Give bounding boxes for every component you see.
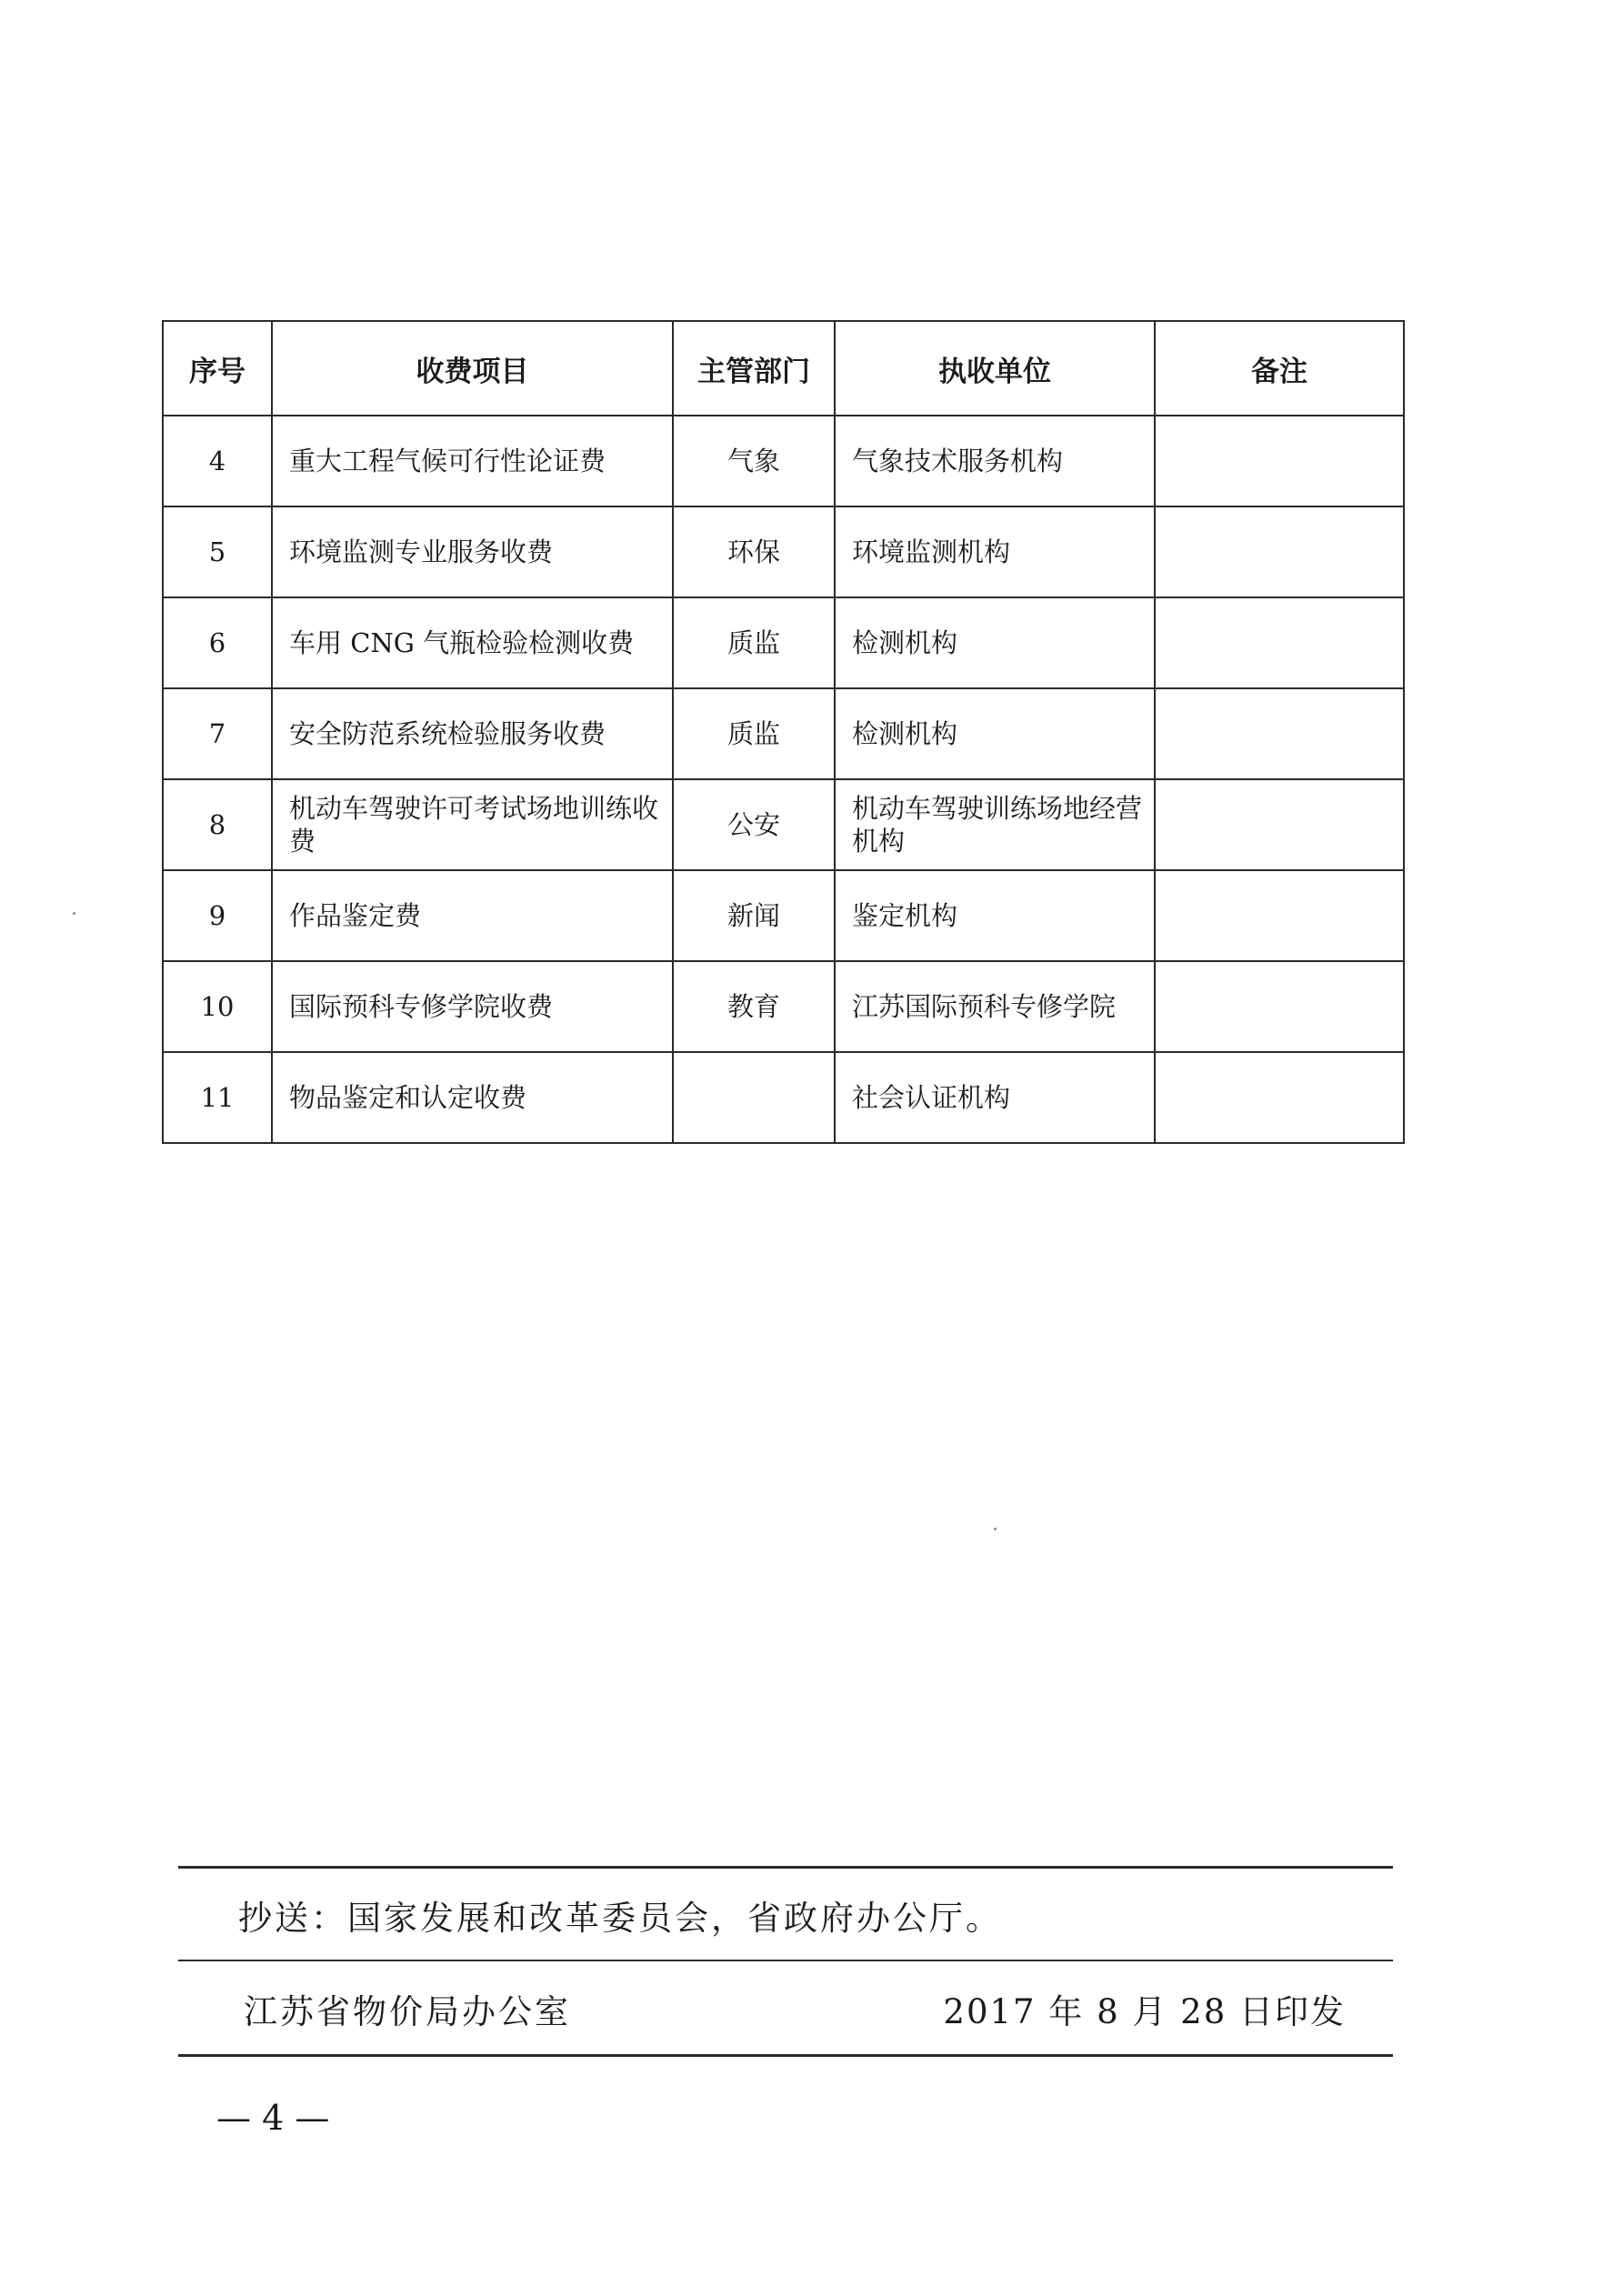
- row-note: [1155, 506, 1404, 597]
- cc-line: 抄送：国家发展和改革委员会，省政府办公厅。: [238, 1899, 1002, 1938]
- row-department: 气象: [673, 416, 835, 506]
- footer-bottom-rule: [178, 2054, 1393, 2057]
- row-department: [673, 1052, 835, 1143]
- row-collecting-unit: 机动车驾驶训练场地经营机构: [835, 779, 1155, 870]
- table-header-row: [163, 321, 1404, 416]
- issue-date: 2017 年 8 月 28 日印发: [943, 1992, 1346, 2031]
- header-note: 备注: [1155, 321, 1404, 416]
- row-note: [1155, 597, 1404, 688]
- row-fee-item: 安全防范系统检验服务收费: [272, 688, 673, 779]
- row-department: 公安: [673, 779, 835, 870]
- table-row: [163, 597, 1404, 688]
- row-collecting-unit: 江苏国际预科专修学院: [835, 961, 1155, 1052]
- footer-top-rule: [178, 1866, 1393, 1869]
- row-department: 质监: [673, 688, 835, 779]
- row-seq: 11: [163, 1052, 272, 1143]
- row-seq: 8: [163, 779, 272, 870]
- header-dept: 主管部门: [673, 321, 835, 416]
- scan-speck: [994, 1528, 997, 1530]
- row-department: 环保: [673, 506, 835, 597]
- row-fee-item: 机动车驾驶许可考试场地训练收费: [272, 779, 673, 870]
- header-unit: 执收单位: [835, 321, 1155, 416]
- table-row: [163, 688, 1404, 779]
- row-collecting-unit: 环境监测机构: [835, 506, 1155, 597]
- row-fee-item: 车用 CNG 气瓶检验检测收费: [272, 597, 673, 688]
- row-note: [1155, 1052, 1404, 1143]
- table-row: [163, 416, 1404, 506]
- row-note: [1155, 416, 1404, 506]
- fee-table: [162, 320, 1405, 1144]
- issuing-office: 江苏省物价局办公室: [244, 1992, 571, 2031]
- row-note: [1155, 870, 1404, 961]
- header-seq: 序号: [163, 321, 272, 416]
- table-row: [163, 1052, 1404, 1143]
- row-fee-item: 环境监测专业服务收费: [272, 506, 673, 597]
- table-row: [163, 961, 1404, 1052]
- row-seq: 4: [163, 416, 272, 506]
- scan-speck: [73, 912, 75, 915]
- row-collecting-unit: 检测机构: [835, 597, 1155, 688]
- row-note: [1155, 688, 1404, 779]
- row-collecting-unit: 鉴定机构: [835, 870, 1155, 961]
- row-seq: 7: [163, 688, 272, 779]
- table-row: [163, 779, 1404, 870]
- table-row: [163, 870, 1404, 961]
- row-collecting-unit: 社会认证机构: [835, 1052, 1155, 1143]
- row-department: 教育: [673, 961, 835, 1052]
- row-note: [1155, 961, 1404, 1052]
- row-fee-item: 物品鉴定和认定收费: [272, 1052, 673, 1143]
- row-collecting-unit: 气象技术服务机构: [835, 416, 1155, 506]
- header-item: 收费项目: [272, 321, 673, 416]
- row-note: [1155, 779, 1404, 870]
- row-collecting-unit: 检测机构: [835, 688, 1155, 779]
- footer-middle-rule: [178, 1960, 1393, 1961]
- row-seq: 10: [163, 961, 272, 1052]
- row-fee-item: 作品鉴定费: [272, 870, 673, 961]
- page-number: — 4 —: [216, 2098, 330, 2138]
- row-seq: 5: [163, 506, 272, 597]
- row-fee-item: 国际预科专修学院收费: [272, 961, 673, 1052]
- table-row: [163, 506, 1404, 597]
- row-department: 新闻: [673, 870, 835, 961]
- row-fee-item: 重大工程气候可行性论证费: [272, 416, 673, 506]
- row-department: 质监: [673, 597, 835, 688]
- row-seq: 9: [163, 870, 272, 961]
- row-seq: 6: [163, 597, 272, 688]
